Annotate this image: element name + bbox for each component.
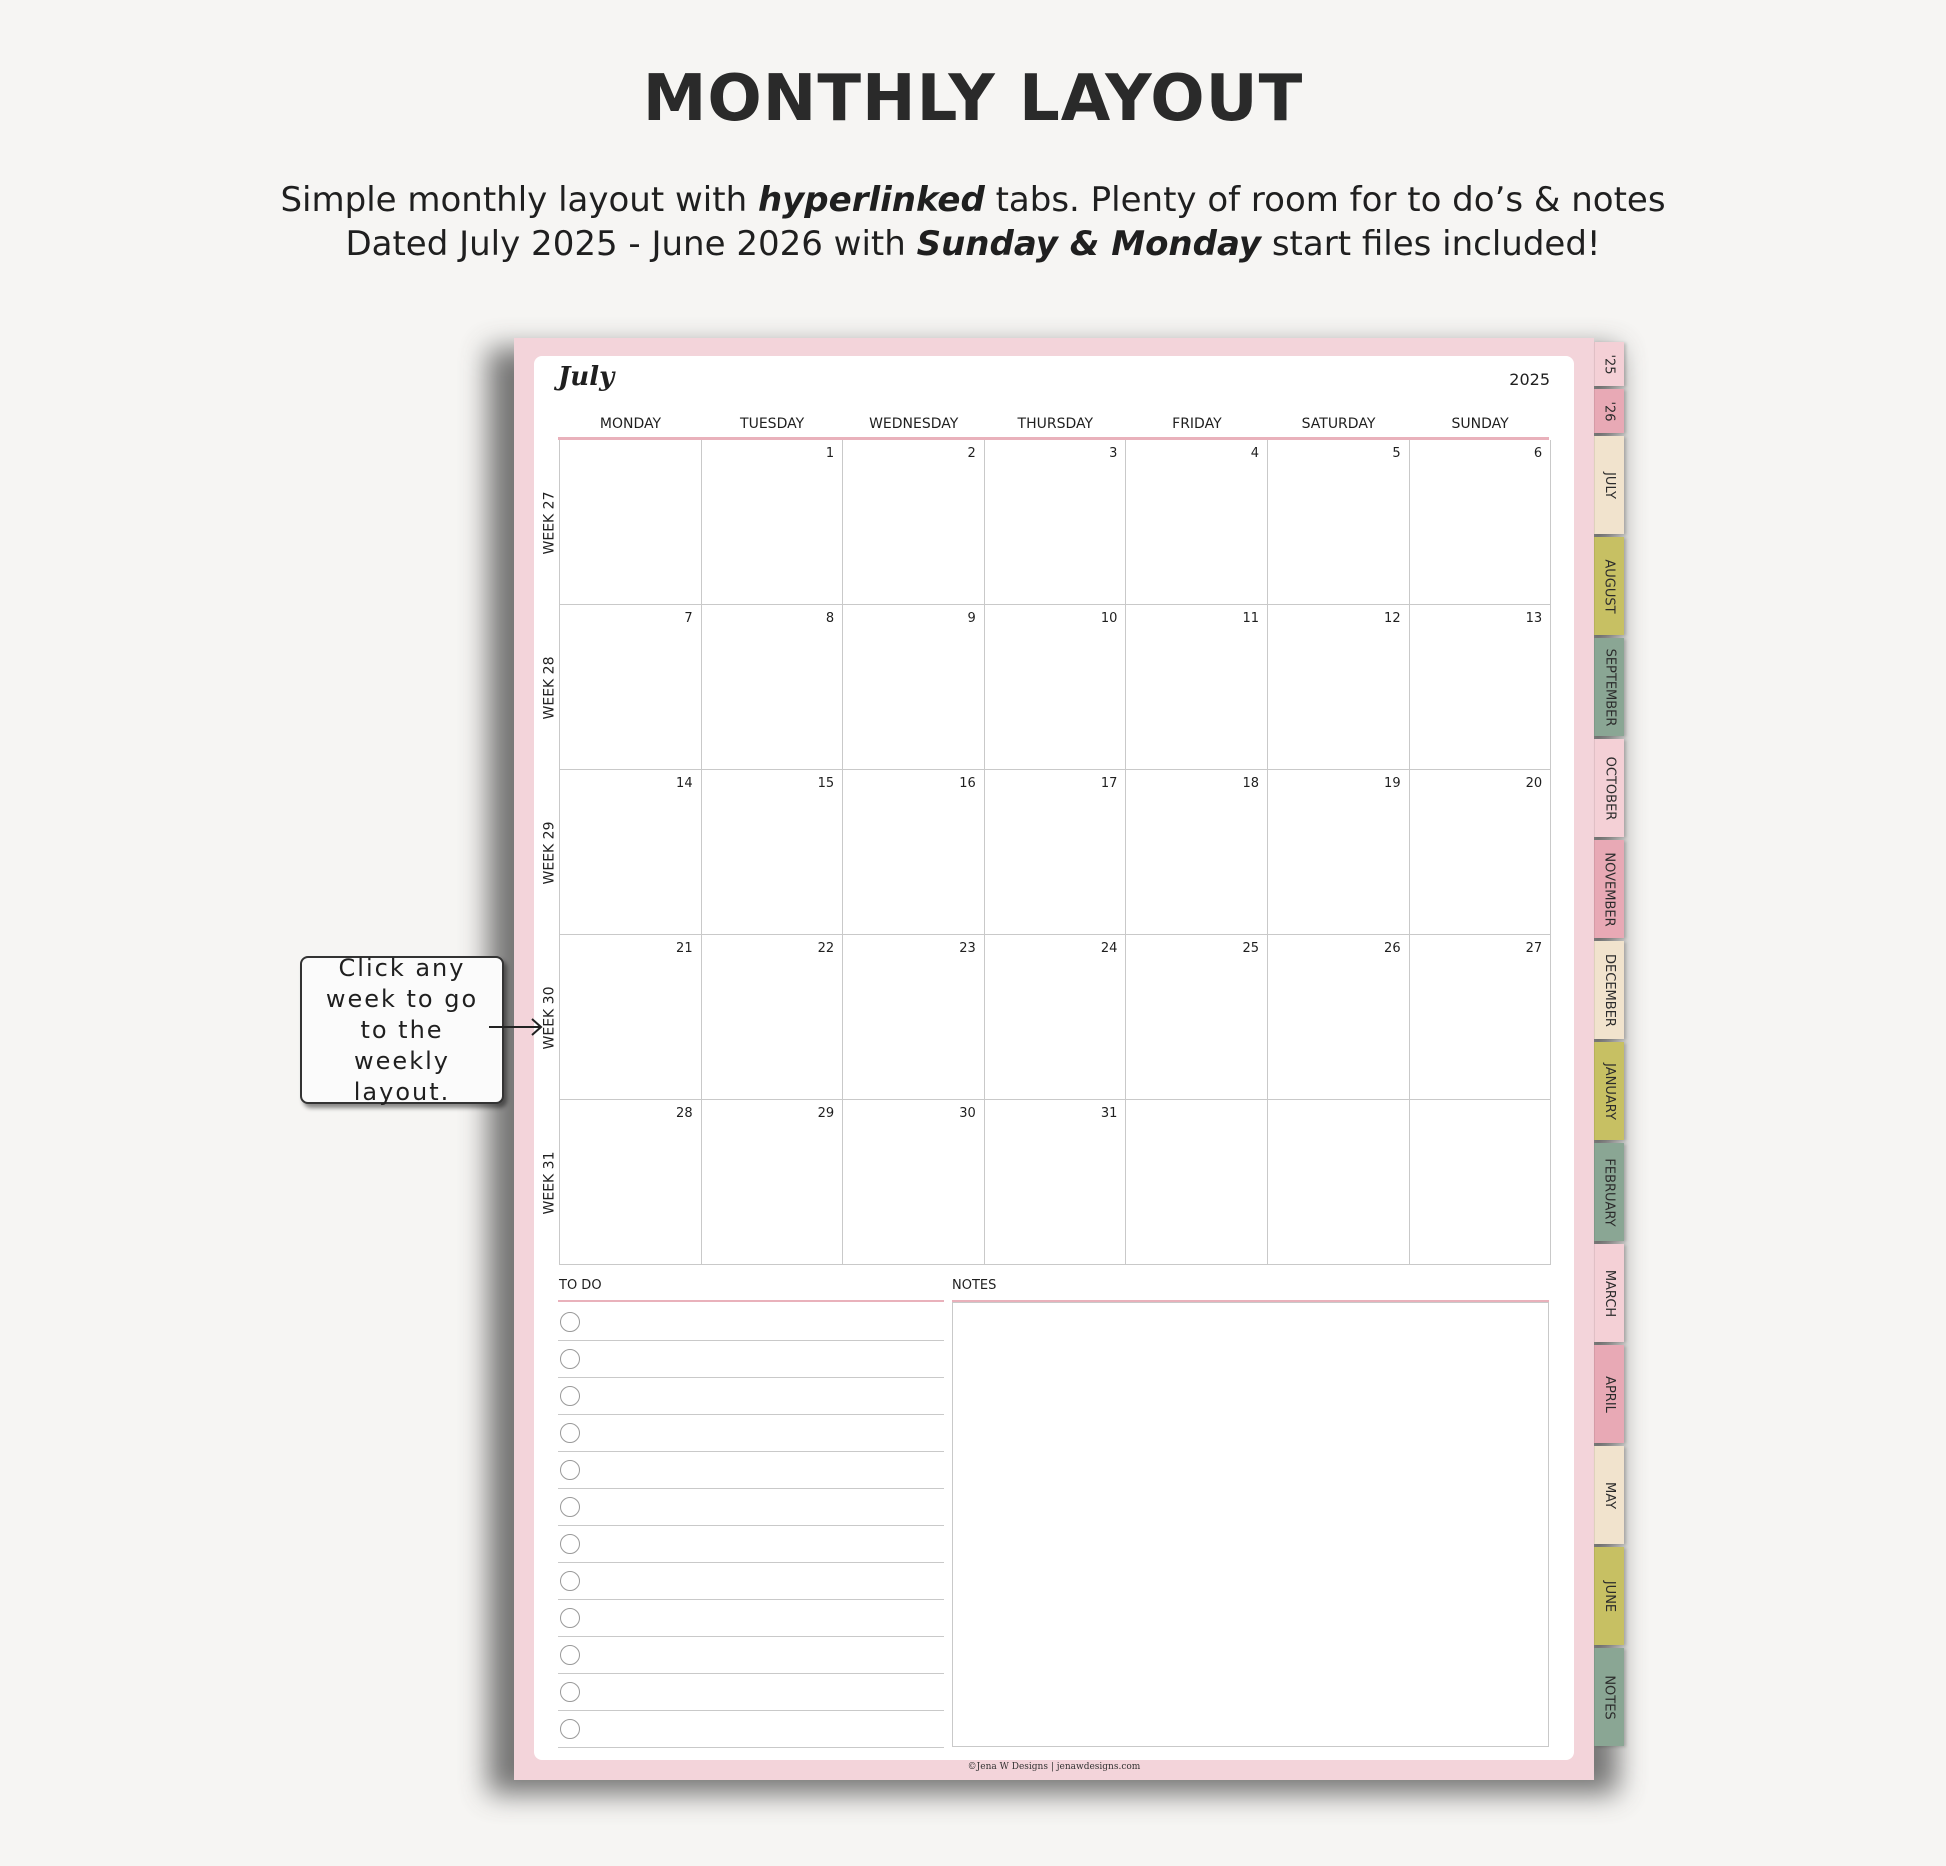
tab-may[interactable] bbox=[1594, 1446, 1624, 1544]
day-number: 8 bbox=[825, 611, 835, 626]
tab-label: OCTOBER bbox=[1602, 756, 1617, 820]
tab-label: NOVEMBER bbox=[1602, 851, 1617, 927]
day-number: 22 bbox=[817, 941, 835, 956]
day-cell[interactable] bbox=[702, 440, 844, 605]
subtitle-line-2 bbox=[0, 224, 1946, 264]
day-cell[interactable] bbox=[1410, 770, 1552, 935]
tab-july[interactable] bbox=[1594, 436, 1624, 534]
day-number: 20 bbox=[1525, 776, 1543, 791]
day-cell[interactable] bbox=[843, 1100, 985, 1265]
day-number: 21 bbox=[676, 941, 693, 956]
subtitle-line-2-emphasis: Sunday & Monday bbox=[916, 224, 1262, 264]
tab-february[interactable] bbox=[1594, 1143, 1624, 1241]
tab-label: '25 bbox=[1602, 353, 1617, 375]
day-cell[interactable] bbox=[702, 935, 844, 1100]
day-cell[interactable] bbox=[1126, 605, 1268, 770]
subtitle-line-2-c: start files included! bbox=[1261, 224, 1601, 264]
day-number: 23 bbox=[959, 941, 976, 956]
day-number: 7 bbox=[684, 611, 693, 626]
subtitle-line-2-a: Dated July 2025 - June 2026 with bbox=[345, 224, 917, 264]
day-cell[interactable] bbox=[1126, 770, 1268, 935]
week-label: WEEK 30 bbox=[541, 986, 558, 1049]
day-number: 31 bbox=[1100, 1106, 1118, 1121]
checkbox-circle-icon[interactable] bbox=[560, 1645, 580, 1665]
day-number: 11 bbox=[1242, 611, 1259, 626]
tab-label: '26 bbox=[1602, 400, 1617, 422]
tab-october[interactable] bbox=[1594, 739, 1624, 837]
subtitle-line-1-a: Simple monthly layout with bbox=[280, 180, 758, 220]
todo-row[interactable] bbox=[558, 1378, 944, 1415]
checkbox-circle-icon[interactable] bbox=[560, 1719, 580, 1739]
subtitle-line-1-emphasis: hyperlinked bbox=[757, 180, 985, 220]
day-number: 24 bbox=[1100, 941, 1118, 956]
day-header-sunday: SUNDAY bbox=[1451, 416, 1509, 432]
todo-row[interactable] bbox=[558, 1600, 944, 1637]
page-heading: MONTHLY LAYOUT bbox=[642, 62, 1304, 136]
day-cell[interactable] bbox=[843, 440, 985, 605]
day-number: 4 bbox=[1250, 446, 1259, 461]
day-number: 18 bbox=[1242, 776, 1259, 791]
checkbox-circle-icon[interactable] bbox=[560, 1312, 580, 1332]
todo-row[interactable] bbox=[558, 1341, 944, 1378]
week-link-1[interactable] bbox=[536, 440, 562, 605]
tab-june[interactable] bbox=[1594, 1547, 1624, 1645]
day-cell[interactable] bbox=[702, 770, 844, 935]
tab-label: MARCH bbox=[1602, 1269, 1618, 1317]
tab-label: JULY bbox=[1602, 471, 1617, 499]
checkbox-circle-icon[interactable] bbox=[560, 1534, 580, 1554]
checkbox-circle-icon[interactable] bbox=[560, 1386, 580, 1406]
day-number: 30 bbox=[959, 1106, 976, 1121]
todo-row[interactable] bbox=[558, 1489, 944, 1526]
day-cell[interactable] bbox=[1268, 935, 1410, 1100]
day-number: 29 bbox=[817, 1106, 835, 1121]
todo-row[interactable] bbox=[558, 1415, 944, 1452]
day-cell[interactable] bbox=[1410, 605, 1552, 770]
tab-2026[interactable] bbox=[1594, 389, 1624, 433]
week-link-3[interactable] bbox=[536, 770, 562, 935]
todo-row[interactable] bbox=[558, 1637, 944, 1674]
tab-label: AUGUST bbox=[1602, 558, 1618, 614]
checkbox-circle-icon[interactable] bbox=[560, 1571, 580, 1591]
todo-label: TO DO bbox=[559, 1278, 602, 1293]
subtitle-line-1-c: tabs. Plenty of room for to do’s & notes bbox=[984, 180, 1666, 220]
day-cell[interactable] bbox=[560, 770, 702, 935]
subtitle-line-1 bbox=[0, 180, 1946, 220]
checkbox-circle-icon[interactable] bbox=[560, 1460, 580, 1480]
day-number: 2 bbox=[967, 446, 976, 461]
tab-label: NOTES bbox=[1602, 1674, 1617, 1720]
day-number: 28 bbox=[676, 1106, 693, 1121]
day-number: 1 bbox=[825, 446, 835, 461]
day-number: 10 bbox=[1100, 611, 1118, 626]
tab-label: JUNE bbox=[1602, 1580, 1618, 1612]
day-cell[interactable] bbox=[843, 770, 985, 935]
todo-row[interactable] bbox=[558, 1526, 944, 1563]
tab-label: JANUARY bbox=[1602, 1062, 1617, 1120]
month-title: July bbox=[558, 362, 615, 392]
day-cell[interactable] bbox=[702, 1100, 844, 1265]
day-number: 26 bbox=[1384, 941, 1401, 956]
checkbox-circle-icon[interactable] bbox=[560, 1423, 580, 1443]
day-cell[interactable] bbox=[702, 605, 844, 770]
tab-september[interactable] bbox=[1594, 638, 1624, 736]
tab-august[interactable] bbox=[1594, 537, 1624, 635]
notes-label: NOTES bbox=[952, 1278, 997, 1293]
day-cell[interactable] bbox=[1126, 440, 1268, 605]
week-label: WEEK 31 bbox=[541, 1151, 558, 1214]
day-cell[interactable] bbox=[985, 605, 1127, 770]
day-number: 5 bbox=[1392, 446, 1401, 461]
tab-notes[interactable] bbox=[1594, 1648, 1624, 1746]
todo-row[interactable] bbox=[558, 1452, 944, 1489]
day-cell[interactable] bbox=[1126, 1100, 1268, 1265]
day-header-thursday: THURSDAY bbox=[1017, 416, 1094, 432]
todo-row[interactable] bbox=[558, 1304, 944, 1341]
day-number: 14 bbox=[676, 776, 693, 791]
day-cell[interactable] bbox=[985, 440, 1127, 605]
tab-label: APRIL bbox=[1602, 1375, 1617, 1413]
day-number: 9 bbox=[967, 611, 976, 626]
todo-rule bbox=[558, 1300, 944, 1302]
day-header-friday: FRIDAY bbox=[1172, 416, 1222, 432]
week-link-5[interactable] bbox=[536, 1100, 562, 1265]
tab-january[interactable] bbox=[1594, 1042, 1624, 1140]
todo-row[interactable] bbox=[558, 1674, 944, 1711]
todo-row[interactable] bbox=[558, 1711, 944, 1748]
year-label: 2025 bbox=[1509, 370, 1550, 389]
day-cell[interactable] bbox=[1410, 440, 1552, 605]
notes-area[interactable] bbox=[952, 1302, 1549, 1747]
day-number: 6 bbox=[1533, 446, 1543, 461]
day-cell[interactable] bbox=[1268, 1100, 1410, 1265]
day-cell[interactable] bbox=[1410, 1100, 1552, 1265]
day-number: 27 bbox=[1525, 941, 1543, 956]
day-cell[interactable] bbox=[985, 935, 1127, 1100]
callout-box bbox=[300, 953, 504, 1106]
day-cell[interactable] bbox=[1126, 935, 1268, 1100]
week-label: WEEK 28 bbox=[541, 656, 558, 719]
week-label: WEEK 27 bbox=[541, 491, 558, 554]
tab-november[interactable] bbox=[1594, 840, 1624, 938]
day-number: 19 bbox=[1384, 776, 1401, 791]
checkbox-circle-icon[interactable] bbox=[560, 1497, 580, 1517]
day-number: 15 bbox=[817, 776, 835, 791]
day-cell[interactable] bbox=[985, 1100, 1127, 1265]
tab-label: DECEMBER bbox=[1602, 953, 1617, 1027]
day-cell[interactable] bbox=[1268, 770, 1410, 935]
day-cell[interactable] bbox=[1268, 605, 1410, 770]
day-number: 17 bbox=[1100, 776, 1118, 791]
footer-credit: ©Jena W Designs | jenawdesigns.com bbox=[967, 1762, 1141, 1772]
checkbox-circle-icon[interactable] bbox=[560, 1682, 580, 1702]
week-link-2[interactable] bbox=[536, 605, 562, 770]
day-cell[interactable] bbox=[1410, 935, 1552, 1100]
day-header-wednesday: WEDNESDAY bbox=[869, 416, 959, 432]
callout-text: Click any week to go to the weekly layout. bbox=[325, 953, 479, 1106]
day-header-saturday: SATURDAY bbox=[1301, 416, 1376, 432]
tab-label: SEPTEMBER bbox=[1602, 648, 1617, 726]
day-cell[interactable] bbox=[1268, 440, 1410, 605]
day-cell[interactable] bbox=[560, 605, 702, 770]
arrow-right-icon bbox=[488, 1016, 546, 1038]
day-number: 25 bbox=[1242, 941, 1259, 956]
day-number: 16 bbox=[959, 776, 976, 791]
day-cell[interactable] bbox=[843, 605, 985, 770]
day-number: 13 bbox=[1525, 611, 1543, 626]
day-header-monday: MONDAY bbox=[599, 416, 662, 432]
tab-april[interactable] bbox=[1594, 1345, 1624, 1443]
todo-row[interactable] bbox=[558, 1563, 944, 1600]
day-cell[interactable] bbox=[560, 935, 702, 1100]
day-cell[interactable] bbox=[560, 1100, 702, 1265]
checkbox-circle-icon[interactable] bbox=[560, 1608, 580, 1628]
checkbox-circle-icon[interactable] bbox=[560, 1349, 580, 1369]
tab-december[interactable] bbox=[1594, 941, 1624, 1039]
day-number: 3 bbox=[1109, 446, 1118, 461]
tab-label: FEBRUARY bbox=[1602, 1157, 1618, 1227]
day-cell[interactable] bbox=[985, 770, 1127, 935]
tab-2025[interactable] bbox=[1594, 342, 1624, 386]
tab-march[interactable] bbox=[1594, 1244, 1624, 1342]
day-header-tuesday: TUESDAY bbox=[740, 416, 805, 432]
day-cell[interactable] bbox=[560, 440, 702, 605]
week-label: WEEK 29 bbox=[541, 821, 558, 884]
tab-label: MAY bbox=[1601, 1481, 1617, 1509]
day-number: 12 bbox=[1384, 611, 1401, 626]
day-cell[interactable] bbox=[843, 935, 985, 1100]
